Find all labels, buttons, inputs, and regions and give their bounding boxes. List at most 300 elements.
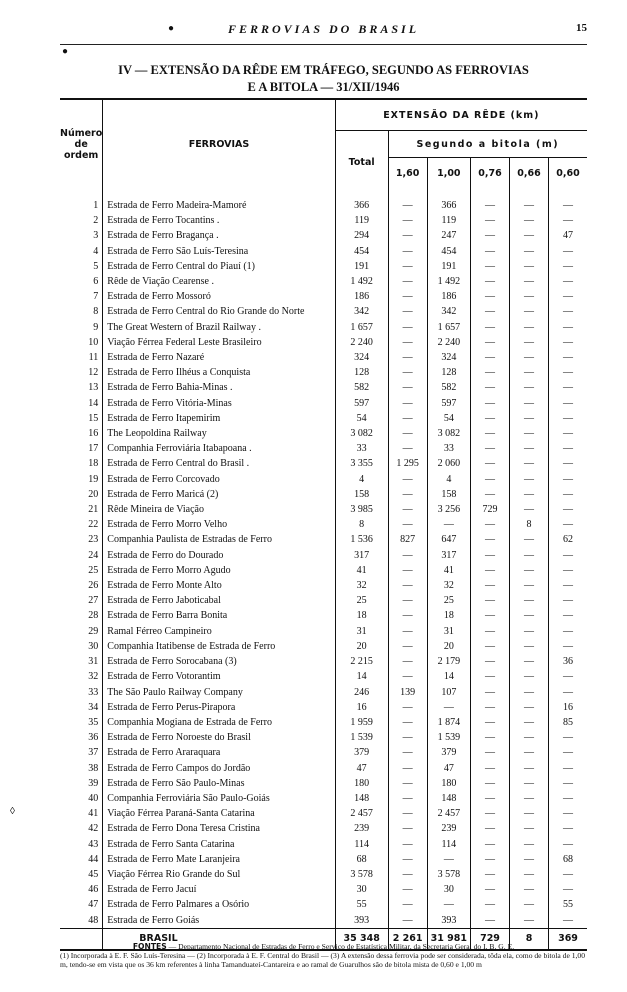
gauge-cell: 4	[427, 472, 470, 487]
gauge-cell: —	[563, 868, 573, 880]
table-row	[60, 532, 587, 547]
gauge-cell: —	[388, 365, 427, 380]
gauge-cell: 47	[563, 230, 573, 242]
gauge-cell: —	[563, 914, 573, 926]
gauge-cell: 16	[563, 701, 573, 713]
gauge-cell: 2 240	[427, 335, 470, 350]
gauge-cell: —	[510, 213, 549, 228]
gauge-cell: —	[388, 700, 427, 715]
gauge-cell: —	[388, 639, 427, 654]
gauge-cell: 36	[563, 656, 573, 668]
gauge-cell: —	[471, 517, 510, 532]
total-cell: 3 355	[335, 456, 388, 471]
gauge-cell: 54	[427, 411, 470, 426]
total-cell: 33	[335, 441, 388, 456]
gauge-cell: —	[510, 685, 549, 700]
gauge-cell: —	[510, 426, 549, 441]
table-row	[60, 821, 587, 836]
gauge-cell: —	[388, 837, 427, 852]
gauge-cell: —	[563, 321, 573, 333]
gauge-cell: —	[388, 517, 427, 532]
railway-name: Companhia Ferroviária Itabapoana .	[103, 441, 335, 456]
gauge-cell: —	[471, 426, 510, 441]
gauge-cell: —	[471, 730, 510, 745]
row-number: 27	[88, 595, 99, 607]
gauge-cell: —	[471, 608, 510, 623]
total-cell: 68	[335, 852, 388, 867]
table-row	[60, 548, 587, 563]
gauge-cell: —	[563, 306, 573, 318]
table-row	[60, 472, 587, 487]
railway-name: Estrada de Ferro Barra Bonita	[103, 608, 335, 623]
gauge-cell: —	[510, 487, 549, 502]
railway-name: Viação Férrea Paraná-Santa Catarina	[103, 806, 335, 821]
total-cell: 294	[335, 228, 388, 243]
gauge-cell: —	[510, 897, 549, 912]
gauge-cell: —	[510, 913, 549, 929]
railway-name: Companhia Ferroviária São Paulo-Goiás	[103, 791, 335, 806]
railway-name: Estrada de Ferro Morro Velho	[103, 517, 335, 532]
gauge-cell: —	[471, 487, 510, 502]
gauge-cell: —	[510, 882, 549, 897]
gauge-cell: —	[563, 884, 573, 896]
gauge-cell: —	[388, 608, 427, 623]
total-cell: 1 539	[335, 730, 388, 745]
gauge-cell: —	[471, 654, 510, 669]
gauge-cell: 3 082	[427, 426, 470, 441]
col-ferrovias-header: FERROVIAS	[103, 99, 335, 188]
gauge-cell: —	[563, 762, 573, 774]
railway-name: Rêde Mineira de Viação	[103, 502, 335, 517]
table-row	[60, 502, 587, 517]
railway-name: Estrada de Ferro Mate Laranjeira	[103, 852, 335, 867]
railway-name: Estrada de Ferro Tocantins .	[103, 213, 335, 228]
gauge-cell: —	[563, 808, 573, 820]
railway-name: Estrada de Ferro Palmares a Osório	[103, 897, 335, 912]
railway-name: Companhia Itatibense de Estrada de Ferro	[103, 639, 335, 654]
gauge-cell: —	[563, 823, 573, 835]
row-number: 2	[93, 215, 99, 227]
gauge-cell: —	[471, 791, 510, 806]
total-cell: 128	[335, 365, 388, 380]
table-row	[60, 304, 587, 319]
row-number: 39	[88, 777, 99, 789]
gauge-cell: 2 060	[427, 456, 470, 471]
gauge-cell: 342	[427, 304, 470, 319]
gauge-cell: —	[471, 335, 510, 350]
railway-name: Estrada de Ferro São Luís-Teresina	[103, 244, 335, 259]
gauge-cell: —	[563, 397, 573, 409]
table-row	[60, 289, 587, 304]
gauge-cell: —	[510, 548, 549, 563]
gauge-cell: —	[563, 352, 573, 364]
gauge-cell: —	[563, 443, 573, 455]
row-number: 30	[88, 640, 99, 652]
gauge-cell: —	[510, 715, 549, 730]
gauge-cell: —	[563, 412, 573, 424]
gauge-cell: —	[510, 320, 549, 335]
row-number: 12	[88, 367, 99, 379]
railway-name: Estrada de Ferro Sorocabana (3)	[103, 654, 335, 669]
gauge-cell: —	[563, 595, 573, 607]
gauge-cell: —	[510, 244, 549, 259]
gauge-cell: —	[471, 350, 510, 365]
row-number: 29	[88, 625, 99, 637]
total-cell: 18	[335, 608, 388, 623]
row-number: 28	[88, 610, 99, 622]
gauge-cell: —	[510, 502, 549, 517]
gauge-cell: —	[510, 578, 549, 593]
row-number: 17	[88, 443, 99, 455]
gauge-cell: —	[471, 228, 510, 243]
row-number: 43	[88, 838, 99, 850]
railway-name: Estrada de Ferro Campos do Jordão	[103, 761, 335, 776]
railway-name: Estrada de Ferro Votorantim	[103, 669, 335, 684]
gauge-cell: —	[510, 228, 549, 243]
gauge-cell: 148	[427, 791, 470, 806]
table-row	[60, 700, 587, 715]
table-row	[60, 761, 587, 776]
total-row-cell: 2 261	[388, 928, 427, 950]
row-number: 16	[88, 428, 99, 440]
gauge-cell: —	[388, 472, 427, 487]
gauge-cell: —	[388, 228, 427, 243]
gauge-cell: —	[471, 897, 510, 912]
gauge-cell: 191	[427, 259, 470, 274]
gauge-cell: —	[510, 867, 549, 882]
table-row	[60, 730, 587, 745]
gauge-cell: —	[510, 472, 549, 487]
gauge-cell: 41	[427, 563, 470, 578]
bullet-mark: ●	[168, 23, 175, 34]
gauge-cell: —	[510, 791, 549, 806]
gauge-cell: —	[388, 821, 427, 836]
table-row	[60, 715, 587, 730]
total-cell: 41	[335, 563, 388, 578]
table-row	[60, 441, 587, 456]
gauge-cell: —	[510, 608, 549, 623]
gauge-cell: —	[510, 441, 549, 456]
gauge-cell: —	[510, 837, 549, 852]
table-row	[60, 745, 587, 760]
table-row	[60, 685, 587, 700]
gauge-cell: —	[510, 289, 549, 304]
row-number: 25	[88, 564, 99, 576]
row-number: 41	[88, 808, 99, 820]
margin-mark: ◊	[10, 806, 15, 817]
gauge-cell: —	[427, 852, 470, 867]
total-cell: 47	[335, 761, 388, 776]
railway-name: Estrada de Ferro Santa Catarina	[103, 837, 335, 852]
total-cell: 393	[335, 913, 388, 929]
railway-name: Estrada de Ferro Monte Alto	[103, 578, 335, 593]
row-number: 45	[88, 868, 99, 880]
total-cell: 246	[335, 685, 388, 700]
fontes-line	[60, 942, 587, 951]
gauge-cell: —	[471, 563, 510, 578]
gauge-cell: —	[388, 274, 427, 289]
total-cell: 3 985	[335, 502, 388, 517]
gauge-cell: 729	[471, 502, 510, 517]
gauge-cell: 107	[427, 685, 470, 700]
gauge-cell: 1 874	[427, 715, 470, 730]
row-number: 26	[88, 580, 99, 592]
row-number: 38	[88, 762, 99, 774]
gauge-cell: —	[471, 700, 510, 715]
gauge-cell: —	[510, 639, 549, 654]
gauge-cell: —	[563, 367, 573, 379]
table-row	[60, 563, 587, 578]
gauge-cell: —	[471, 837, 510, 852]
gauge-cell: 31	[427, 624, 470, 639]
col-total-header: Total	[335, 131, 388, 189]
row-number: 40	[88, 792, 99, 804]
gauge-cell: —	[388, 791, 427, 806]
total-cell: 30	[335, 882, 388, 897]
gauge-cell: —	[471, 776, 510, 791]
gauge-cell: 32	[427, 578, 470, 593]
gauge-cell: —	[388, 304, 427, 319]
gauge-cell: —	[388, 259, 427, 274]
row-number: 10	[88, 336, 99, 348]
gauge-cell: —	[471, 380, 510, 395]
row-number: 8	[93, 306, 99, 318]
gauge-cell: 3 256	[427, 502, 470, 517]
gauge-cell: 1 295	[388, 456, 427, 471]
row-number: 5	[93, 260, 99, 272]
gauge-cell: 827	[388, 532, 427, 547]
gauge-cell: —	[510, 669, 549, 684]
total-cell: 239	[335, 821, 388, 836]
gauge-cell: 47	[427, 761, 470, 776]
gauge-cell: —	[510, 730, 549, 745]
gauge-cell: —	[563, 671, 573, 683]
gauge-cell: —	[510, 563, 549, 578]
total-cell: 2 457	[335, 806, 388, 821]
gauge-cell: —	[563, 580, 573, 592]
gauge-cell: 186	[427, 289, 470, 304]
row-number: 22	[88, 519, 99, 531]
railway-name: Estrada de Ferro Jacuí	[103, 882, 335, 897]
railway-name: Estrada de Ferro Central do Brasil .	[103, 456, 335, 471]
gauge-cell: —	[471, 821, 510, 836]
row-number: 19	[88, 473, 99, 485]
gauge-cell: —	[471, 472, 510, 487]
gauge-cell: —	[388, 624, 427, 639]
gauge-cell: —	[563, 640, 573, 652]
col-numero-header: Número de ordem	[60, 99, 103, 188]
gauge-cell: —	[471, 532, 510, 547]
gauge-cell: 68	[563, 853, 573, 865]
row-number: 35	[88, 716, 99, 728]
railway-name: Estrada de Ferro Mossoró	[103, 289, 335, 304]
table-row	[60, 624, 587, 639]
gauge-cell: —	[471, 213, 510, 228]
gauge-cell: —	[563, 610, 573, 622]
gauge-cell: —	[563, 504, 573, 516]
gauge-cell: —	[471, 289, 510, 304]
row-number: 46	[88, 884, 99, 896]
gauge-cell: —	[510, 259, 549, 274]
total-row-cell: 369	[549, 928, 588, 950]
gauge-cell: —	[510, 188, 549, 213]
total-cell: 1 492	[335, 274, 388, 289]
total-cell: 366	[335, 188, 388, 213]
gauge-cell: —	[510, 624, 549, 639]
table-row	[60, 188, 587, 213]
total-row-cell: 729	[471, 928, 510, 950]
running-title: FERROVIAS DO BRASIL	[227, 22, 420, 36]
row-number: 47	[88, 899, 99, 911]
gauge-cell: —	[471, 548, 510, 563]
gauge-cell: 379	[427, 745, 470, 760]
gauge-cell: —	[471, 456, 510, 471]
gauge-cell: —	[388, 745, 427, 760]
gauge-cell: 18	[427, 608, 470, 623]
gauge-cell: —	[388, 593, 427, 608]
gauge-cell: 597	[427, 396, 470, 411]
gauge-cell: —	[471, 852, 510, 867]
total-cell: 342	[335, 304, 388, 319]
gauge-cell: —	[563, 382, 573, 394]
gauge-cell: —	[510, 593, 549, 608]
total-cell: 158	[335, 487, 388, 502]
gauge-cell: 366	[427, 188, 470, 213]
table-row	[60, 669, 587, 684]
gauge-cell: 139	[388, 685, 427, 700]
table-row	[60, 350, 587, 365]
gauge-cell: —	[388, 188, 427, 213]
gauge-cell: 85	[563, 716, 573, 728]
gauge-cell: —	[510, 776, 549, 791]
gauge-cell: —	[471, 685, 510, 700]
fontes-text: — Departamento Nacional de Estradas de Ferro e Serviço de Estatística Militar, da Secretaria Geral do I. B. G. E.	[166, 942, 515, 951]
gauge-cell: —	[388, 380, 427, 395]
gauge-cell: —	[563, 519, 573, 531]
page-number: 15	[576, 22, 587, 34]
table-row	[60, 913, 587, 929]
gauge-cell: —	[388, 244, 427, 259]
row-number: 37	[88, 747, 99, 759]
total-cell: 8	[335, 517, 388, 532]
gauge-cell: —	[471, 913, 510, 929]
row-number: 42	[88, 823, 99, 835]
row-number: 4	[93, 245, 99, 257]
gauge-cell: —	[510, 335, 549, 350]
total-cell: 148	[335, 791, 388, 806]
railway-name: Companhia Paulista de Estradas de Ferro	[103, 532, 335, 547]
gauge-cell: 647	[427, 532, 470, 547]
gauge-cell: 8	[510, 517, 549, 532]
gauge-cell: —	[510, 700, 549, 715]
table-row	[60, 608, 587, 623]
railway-name: Estrada de Ferro do Dourado	[103, 548, 335, 563]
gauge-cell: —	[510, 745, 549, 760]
gauge-cell: —	[388, 563, 427, 578]
railway-name: Estrada de Ferro Morro Agudo	[103, 563, 335, 578]
total-row-label: BRASIL	[103, 928, 335, 950]
gauge-cell: 62	[563, 534, 573, 546]
total-cell: 2 215	[335, 654, 388, 669]
gauge-cell: —	[471, 259, 510, 274]
gauge-cell: —	[388, 867, 427, 882]
gauge-cell: —	[563, 458, 573, 470]
table-row	[60, 335, 587, 350]
gauge-cell: —	[510, 396, 549, 411]
row-number: 21	[88, 504, 99, 516]
table-row	[60, 380, 587, 395]
row-number: 11	[88, 352, 99, 364]
gauge-cell: —	[563, 747, 573, 759]
gauge-cell: —	[471, 639, 510, 654]
row-number: 31	[88, 656, 99, 668]
railway-name: Ramal Férreo Campineiro	[103, 624, 335, 639]
gauge-cell: —	[471, 244, 510, 259]
total-cell: 3 082	[335, 426, 388, 441]
gauge-header: 0,60	[556, 167, 580, 179]
total-cell: 186	[335, 289, 388, 304]
table-row	[60, 274, 587, 289]
gauge-cell: —	[510, 852, 549, 867]
gauge-cell: —	[388, 776, 427, 791]
gauge-cell: —	[510, 821, 549, 836]
table-row	[60, 639, 587, 654]
gauge-cell: 14	[427, 669, 470, 684]
row-number: 20	[88, 488, 99, 500]
total-cell: 180	[335, 776, 388, 791]
gauge-cell: —	[388, 487, 427, 502]
railway-name: The Leopoldina Railway	[103, 426, 335, 441]
table-row	[60, 897, 587, 912]
gauge-cell: —	[388, 882, 427, 897]
total-cell: 379	[335, 745, 388, 760]
gauge-cell: 247	[427, 228, 470, 243]
gauge-cell: 33	[427, 441, 470, 456]
table-row	[60, 213, 587, 228]
gauge-cell: —	[510, 532, 549, 547]
gauge-cell: —	[510, 806, 549, 821]
gauge-cell: 20	[427, 639, 470, 654]
gauge-cell: —	[388, 441, 427, 456]
gauge-cell: —	[563, 336, 573, 348]
table-row	[60, 426, 587, 441]
gauge-cell: 393	[427, 913, 470, 929]
total-cell: 317	[335, 548, 388, 563]
gauge-cell: —	[563, 838, 573, 850]
gauge-cell: —	[388, 213, 427, 228]
gauge-cell: —	[388, 715, 427, 730]
total-cell: 582	[335, 380, 388, 395]
gauge-cell: 25	[427, 593, 470, 608]
row-number: 48	[88, 914, 99, 926]
gauge-cell: —	[427, 897, 470, 912]
table-row	[60, 517, 587, 532]
gauge-cell: —	[427, 700, 470, 715]
row-number: 34	[88, 701, 99, 713]
table-row	[60, 593, 587, 608]
gauge-cell: —	[510, 365, 549, 380]
total-cell: 16	[335, 700, 388, 715]
gauge-cell: —	[388, 335, 427, 350]
total-cell: 119	[335, 213, 388, 228]
total-cell: 14	[335, 669, 388, 684]
railway-name: Estrada de Ferro Dona Teresa Cristina	[103, 821, 335, 836]
row-number: 1	[93, 200, 99, 211]
gauge-cell: —	[471, 624, 510, 639]
total-row-cell: 8	[510, 928, 549, 950]
table-row	[60, 259, 587, 274]
railway-name: Viação Férrea Rio Grande do Sul	[103, 867, 335, 882]
